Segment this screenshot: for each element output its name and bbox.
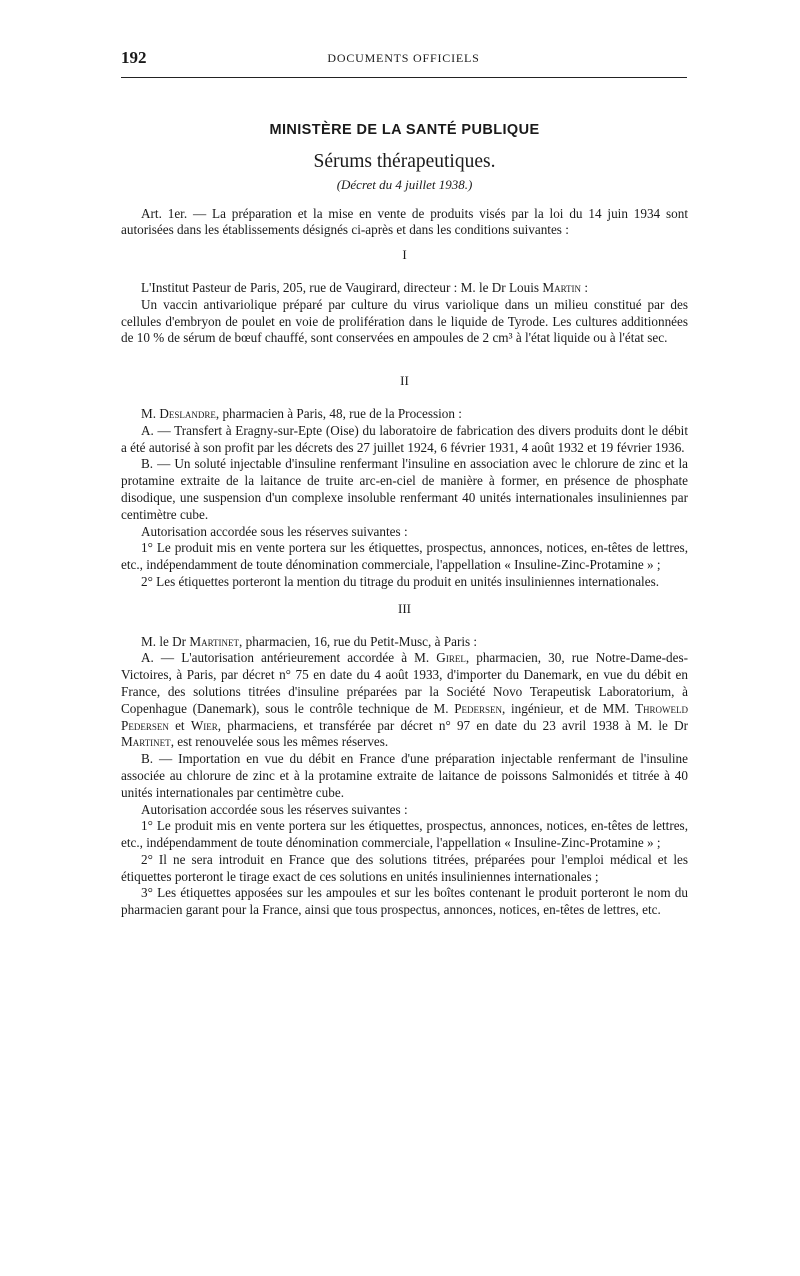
decree-reference: (Décret du 4 juillet 1938.) <box>336 176 473 192</box>
page-number: 192 <box>121 48 147 67</box>
running-header <box>121 48 686 72</box>
section-1-paragraph: Un vaccin antivariolique préparé par culture du virus variolique dans un milieu constitué par des cellules d'embryon de poulet en voie de prolifération dans le liquide de Tyrode. Les cultures additionnées de 10 % de sérum de bœuf chauffé, sont conservées en ampoules de 2 cm³ à l'état liquide ou à l'état sec. <box>121 296 688 346</box>
section-3-paragraph: Autorisation accordée sous les réserves suivantes : <box>141 801 408 817</box>
section-3-paragraph: 2° Il ne sera introduit en France que des solutions titrées, préparées pour l'emploi médical et les étiquettes porteront le tirage exact de ces solutions en unités insuliniennes internationales ; <box>121 851 688 884</box>
person-name: Throweld Pedersen <box>121 700 688 733</box>
person-name: Deslandre <box>159 405 216 421</box>
section-numeral-3: III <box>398 600 411 616</box>
section-numeral-1: I <box>402 247 407 263</box>
document-title: Sérums thérapeutiques. <box>313 150 496 172</box>
text-run: , pharmacien à Paris, 48, rue de la Procession : <box>215 405 462 421</box>
person-name: Girel <box>436 650 466 666</box>
text-run: , pharmacien, 30, rue Notre-Dame-des-Victoires, à Paris, par décret n° 75 en date du 4 août 1933, d'importer du Danemark, en vue du débit en France, des solutions titrées d'insuline préparées par la Société Novo Terapeutisk Laboratorium, à Copenhague (Danemark), sous le contrôle technique de M. <box>121 650 688 716</box>
article-text: — La préparation et la mise en vente de produits visés par la loi du 14 juin 1934 sont autorisées dans les établissements désignés ci-après et dans les conditions suivantes : <box>121 205 688 238</box>
section-3-paragraph <box>121 650 688 751</box>
ministry-heading: MINISTÈRE DE LA SANTÉ PUBLIQUE <box>269 122 540 138</box>
text-run: : <box>581 279 588 295</box>
section-3-paragraph: 1° Le produit mis en vente portera sur les étiquettes, prospectus, annonces, notices, en-têtes de lettres, etc., indépendamment de toute dénomination commerciale, l'appellation « Insuline-Zinc-Protamine » ; <box>121 818 688 851</box>
section-2-paragraph: Autorisation accordée sous les réserves suivantes : <box>141 523 408 539</box>
section-2-paragraph: B. — Un soluté injectable d'insuline renfermant l'insuline en association avec le chlorure de zinc et la protamine extraite de la laitance de truite arc-en-ciel de manière à former, en présence de phosphate disodique, une suspension d'un complexe insoluble renfermant 40 unités internationales insuliniennes par centimètre cube. <box>121 456 688 522</box>
text-run: , ingénieur, et de MM. <box>502 700 635 716</box>
section-2-paragraph: 2° Les étiquettes porteront la mention du titrage du produit en unités insuliniennes internationales. <box>141 573 660 589</box>
section-numeral-2: II <box>400 373 409 389</box>
person-name: Martin <box>542 279 582 295</box>
header-rule <box>121 77 687 78</box>
text-run: , pharmacien, 16, rue du Petit-Musc, à Paris : <box>239 633 478 649</box>
section-2-paragraph: A. — Transfert à Eragny-sur-Epte (Oise) du laboratoire de fabrication des divers produits dont le débit a été autorisé à son profit par les décrets des 27 juillet 1924, 6 février 1931, 4 août 1932 et 19 février 1936. <box>121 422 688 455</box>
article-1 <box>121 206 688 240</box>
text-run: L'Institut Pasteur de Paris, 205, rue de Vaugirard, directeur : M. le Dr Louis <box>141 279 543 295</box>
section-3-paragraph: B. — Importation en vue du débit en France d'une préparation injectable renfermant de l'insuline associée au chlorure de zinc et à la protamine extraite de laitance de poissons Salmonidés et titrée à 40 unités internationales par centimètre cube. <box>121 751 688 800</box>
text-run: A. — L'autorisation antérieurement accordée à M. <box>141 650 437 666</box>
running-title: DOCUMENTS OFFICIELS <box>327 51 480 65</box>
person-name: Wier <box>190 717 218 733</box>
person-name: Martinet <box>121 734 171 750</box>
person-name: Pedersen <box>454 700 503 716</box>
section-3-paragraph: 3° Les étiquettes apposées sur les ampoules et sur les boîtes contenant le produit porteront le nom du pharmacien garant pour la France, ainsi que tous prospectus, annonces, notices, en-têtes de lettres, etc. <box>121 885 688 918</box>
section-2-paragraph: 1° Le produit mis en vente portera sur les étiquettes, prospectus, annonces, notices, en-têtes de lettres, etc., indépendamment de toute dénomination commerciale, l'appellation « Insuline-Zinc-Protamine » ; <box>121 540 688 573</box>
text-run: M. <box>141 405 160 421</box>
document-body <box>121 122 688 919</box>
text-run: M. le Dr <box>141 633 190 649</box>
text-run: et <box>168 717 191 733</box>
article-label: Art. 1er. <box>141 205 188 221</box>
section-2-paragraph <box>121 406 688 423</box>
person-name: Martinet <box>189 633 240 649</box>
text-run: , pharmaciens, et transférée par décret n° 97 en date du 23 avril 1938 à M. le Dr <box>217 717 688 733</box>
text-run: , est renouvelée sous les mêmes réserves. <box>170 734 389 750</box>
section-1-paragraph <box>121 280 688 297</box>
section-3-paragraph <box>121 634 688 651</box>
